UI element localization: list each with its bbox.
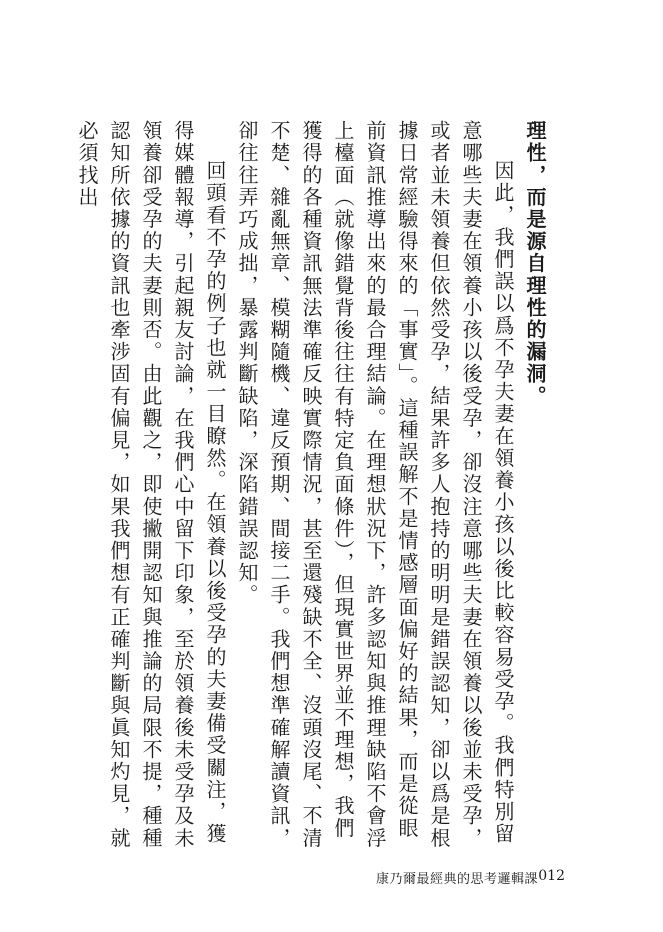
page-footer [0, 868, 663, 888]
page-number: 012 [538, 868, 565, 884]
book-title: 康乃爾最經典的思考邏輯課 [375, 872, 538, 887]
paragraph-1: 因此，我們誤以爲不孕夫妻在領養小孩以後比較容易受孕。我們特別留意哪些夫妻在領養小孩以後受孕，卻沒注意哪些夫妻在領養以後並未受孕，或者並未領養但依然受孕，結果許多人抱持的明明是錯誤認知，卻以爲是根據日常經驗得來的「事實」。這種誤解不是情感層面偏好的結果，而是從眼前資訊推導出來的最合理結論。在理想狀況下，許多認知與推理缺陷不會浮上檯面（就像錯覺背後往往有特定負面條件），但現實世界並不理想，我們獲得的各種資訊無法準確反映實際情況，甚至還殘缺不全、沒頭沒尾、不清不楚、雜亂無章、模糊隨機、違反預期、間接二手。我們想準確解讀資訊，卻往往弄巧成拙，暴露判斷缺陷，深陷錯誤認知。 [235, 120, 515, 850]
paragraph-2: 回頭看不孕的例子也就一目瞭然。在領養以後受孕的夫妻備受關注，獲得媒體報導，引起親友討論，在我們心中留下印象，至於領養後未受孕及未領養卻受孕的夫妻則否。由此觀之，即使撇開認知與推論的局限不提，種種認知所依據的資訊也牽涉固有偏見，如果我們想有正確判斷與眞知灼見，就必須找出 [75, 120, 227, 850]
section-heading: 理性，而是源自理性的漏洞。 [523, 120, 547, 408]
main-text [75, 120, 551, 860]
